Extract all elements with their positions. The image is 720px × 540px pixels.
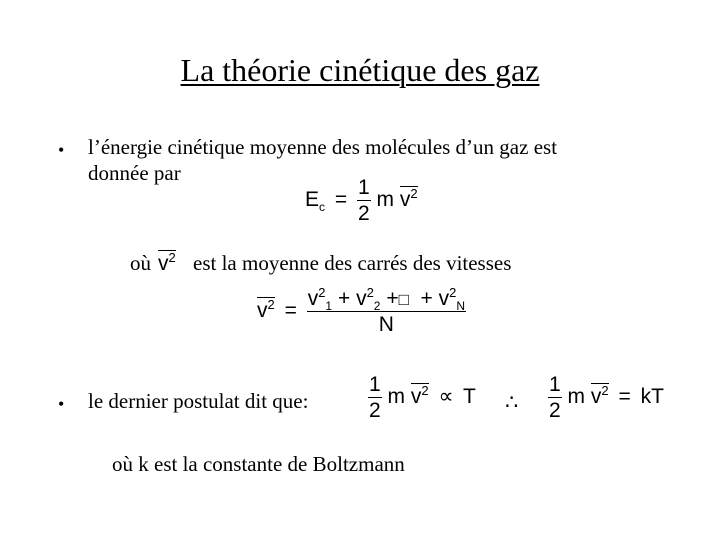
bullet-marker-2: • — [58, 394, 65, 414]
slide-title-text: La théorie cinétique des gaz — [180, 52, 540, 88]
bullet1-line2: donnée par — [88, 161, 181, 185]
mean-equals: = — [284, 299, 297, 323]
where-mean-v2: $v^2$ — [158, 250, 176, 275]
bullet2-text: le dernier postulat dit que: — [88, 389, 309, 413]
where-suffix: est la moyenne des carrés des vitesses — [193, 251, 512, 275]
ke-equals: = — [334, 188, 348, 212]
boltzmann-line: où k est la constante de Boltzmann — [112, 452, 405, 476]
ellipsis-glyph: □ — [398, 290, 409, 309]
slide-title — [0, 52, 720, 89]
bullet-marker-1: • — [58, 140, 65, 160]
mean-fraction: $\frac{v^2_1 + v^2_2 +□ + v^2_N}{N}$ — [307, 285, 466, 336]
prop-fraction: $\frac{1}{2}$ — [369, 373, 381, 422]
therefore-symbol: ∴ — [505, 391, 519, 414]
kT-equation: $\frac{1}{2}$ m $v^2$ = kT — [549, 373, 664, 422]
mean-square-equation — [257, 285, 466, 336]
ke-lhs: $E_c$ — [305, 188, 326, 215]
bullet1-line1: l’énergie cinétique moyenne des molécules d’un gaz est — [88, 135, 558, 159]
ke-mean-v2: $v^2$ — [399, 186, 418, 212]
kinetic-energy-equation — [305, 177, 418, 224]
mean-lhs: $v^2$ — [257, 297, 275, 323]
ke-mass: m — [376, 188, 394, 212]
proportional-equation: $\frac{1}{2}$ m $v^2 \propto T$ — [369, 373, 476, 422]
where-prefix: où — [130, 251, 151, 275]
ke-fraction: $\frac{1}{2}$ — [357, 176, 370, 225]
kT-fraction: $\frac{1}{2}$ — [549, 373, 561, 422]
